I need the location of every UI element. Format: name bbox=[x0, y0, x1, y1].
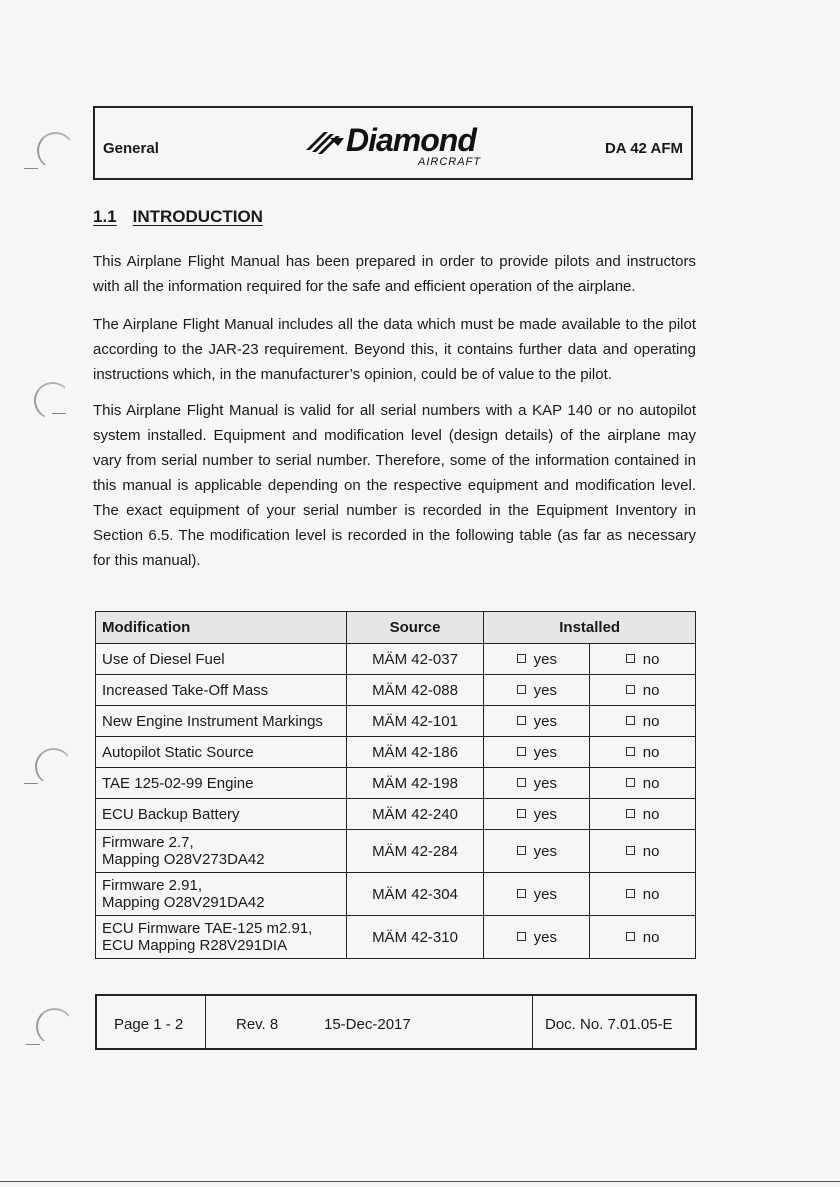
paragraph: This Airplane Flight Manual is valid for all serial numbers with a KAP 140 or no autopilot system installed. Equipment and modification level (design details) of the airplane may vary from serial number to serial number. Therefore, some of the information contained in this manual is applicable depending on the respective equipment and modification level. The exact equipment of your serial number is recorded in the Equipment Inventory in Section 6.5. The modification level is recorded in the following table (as far as necessary for this manual). bbox=[93, 402, 696, 569]
modification-name: ECU Firmware TAE-125 m2.91, bbox=[102, 920, 313, 937]
source-cell: MÄM 42-310 bbox=[346, 916, 484, 959]
modification-cell bbox=[96, 830, 347, 873]
modification-name: Increased Take-Off Mass bbox=[102, 681, 269, 699]
source-cell: MÄM 42-037 bbox=[346, 644, 484, 675]
table-row bbox=[96, 706, 696, 737]
installed-no-cell bbox=[590, 916, 696, 959]
yes-label: yes bbox=[533, 681, 557, 699]
no-label: no bbox=[642, 681, 660, 699]
punch-hole-shadow bbox=[37, 132, 74, 169]
header-source: Source bbox=[346, 612, 484, 644]
table-header-row bbox=[96, 612, 696, 644]
logo-wordmark: Diamond bbox=[346, 122, 476, 158]
table-row bbox=[96, 768, 696, 799]
modification-cell bbox=[96, 737, 347, 768]
no-label: no bbox=[642, 885, 660, 903]
yes-label: yes bbox=[533, 842, 557, 860]
header-installed: Installed bbox=[484, 612, 696, 644]
section-title-text: INTRODUCTION bbox=[132, 207, 263, 226]
modification-name: ECU Backup Battery bbox=[102, 805, 240, 823]
yes-label: yes bbox=[533, 774, 557, 792]
logo-subtitle: AIRCRAFT bbox=[418, 156, 481, 168]
section-number: 1.1 bbox=[93, 207, 117, 226]
no-label: no bbox=[642, 928, 660, 946]
footer-doc-number: Doc. No. 7.01.05-E bbox=[545, 1016, 673, 1033]
source-cell: MÄM 42-101 bbox=[346, 706, 484, 737]
installed-yes-cell bbox=[484, 675, 590, 706]
yes-label: yes bbox=[533, 885, 557, 903]
checkbox-icon[interactable] bbox=[626, 889, 635, 898]
installed-no-cell bbox=[590, 737, 696, 768]
source-cell: MÄM 42-186 bbox=[346, 737, 484, 768]
installed-yes-cell bbox=[484, 644, 590, 675]
table-row bbox=[96, 737, 696, 768]
installed-no-cell bbox=[590, 706, 696, 737]
source-cell: MÄM 42-304 bbox=[346, 873, 484, 916]
modification-name: Firmware 2.91, bbox=[102, 877, 203, 894]
checkbox-icon[interactable] bbox=[626, 685, 635, 694]
punch-hole-mark bbox=[24, 775, 38, 784]
modification-cell bbox=[96, 675, 347, 706]
paragraph: This Airplane Flight Manual has been prepared in order to provide pilots and instructors with all the information required for the safe and efficient operation of the airplane. bbox=[93, 253, 696, 295]
footer-revision: Rev. 8 bbox=[236, 1016, 279, 1033]
installed-no-cell bbox=[590, 830, 696, 873]
wings-icon bbox=[300, 128, 346, 156]
checkbox-icon[interactable] bbox=[517, 932, 526, 941]
modification-cell bbox=[96, 706, 347, 737]
table-row bbox=[96, 830, 696, 873]
modification-name: Autopilot Static Source bbox=[102, 743, 254, 761]
installed-yes-cell bbox=[484, 830, 590, 873]
footer-page-cell bbox=[97, 996, 206, 1048]
modification-cell bbox=[96, 644, 347, 675]
installed-no-cell bbox=[590, 675, 696, 706]
page-header bbox=[93, 106, 693, 180]
punch-hole-shadow bbox=[31, 379, 74, 422]
punch-hole-shadow bbox=[35, 748, 72, 785]
checkbox-icon[interactable] bbox=[517, 747, 526, 756]
source-cell: MÄM 42-198 bbox=[346, 768, 484, 799]
section-title bbox=[93, 207, 263, 227]
checkbox-icon[interactable] bbox=[626, 809, 635, 818]
modification-name: New Engine Instrument Markings bbox=[102, 712, 323, 730]
installed-yes-cell bbox=[484, 768, 590, 799]
installed-no-cell bbox=[590, 799, 696, 830]
yes-label: yes bbox=[533, 650, 557, 668]
no-label: no bbox=[642, 712, 660, 730]
modification-cell bbox=[96, 799, 347, 830]
paragraph: The Airplane Flight Manual includes all the data which must be made available to the pilot according to the JAR-23 requirement. Beyond this, it contains further data and operating instructions which, in the manufacturer’s opinion, could be of value to the pilot. bbox=[93, 316, 696, 383]
no-label: no bbox=[642, 650, 660, 668]
yes-label: yes bbox=[533, 743, 557, 761]
checkbox-icon[interactable] bbox=[517, 778, 526, 787]
source-cell: MÄM 42-240 bbox=[346, 799, 484, 830]
checkbox-icon[interactable] bbox=[517, 889, 526, 898]
table-row bbox=[96, 799, 696, 830]
modification-table bbox=[95, 611, 696, 959]
header-chapter: General bbox=[103, 140, 159, 157]
installed-no-cell bbox=[590, 644, 696, 675]
punch-hole-mark bbox=[24, 160, 38, 169]
installed-no-cell bbox=[590, 768, 696, 799]
modification-name-line2: Mapping O28V291DA42 bbox=[102, 894, 265, 911]
installed-yes-cell bbox=[484, 737, 590, 768]
page-edge-line bbox=[0, 1181, 840, 1182]
checkbox-icon[interactable] bbox=[626, 778, 635, 787]
checkbox-icon[interactable] bbox=[517, 846, 526, 855]
checkbox-icon[interactable] bbox=[517, 809, 526, 818]
yes-label: yes bbox=[533, 928, 557, 946]
punch-hole-mark bbox=[52, 405, 66, 414]
table-row bbox=[96, 873, 696, 916]
checkbox-icon[interactable] bbox=[517, 654, 526, 663]
page-footer bbox=[95, 994, 697, 1050]
installed-no-cell bbox=[590, 873, 696, 916]
modification-cell bbox=[96, 916, 347, 959]
table-row bbox=[96, 644, 696, 675]
checkbox-icon[interactable] bbox=[626, 716, 635, 725]
no-label: no bbox=[642, 805, 660, 823]
checkbox-icon[interactable] bbox=[517, 716, 526, 725]
checkbox-icon[interactable] bbox=[626, 654, 635, 663]
punch-hole-mark bbox=[26, 1036, 40, 1045]
diamond-logo bbox=[300, 122, 500, 170]
punch-hole-shadow bbox=[36, 1008, 73, 1045]
footer-page: Page 1 - 2 bbox=[114, 1016, 184, 1033]
checkbox-icon[interactable] bbox=[517, 685, 526, 694]
modification-cell bbox=[96, 768, 347, 799]
footer-doc-cell bbox=[532, 996, 695, 1048]
modification-name-line2: ECU Mapping R28V291DIA bbox=[102, 937, 288, 954]
checkbox-icon[interactable] bbox=[626, 846, 635, 855]
installed-yes-cell bbox=[484, 706, 590, 737]
modification-cell bbox=[96, 873, 347, 916]
no-label: no bbox=[642, 743, 660, 761]
checkbox-icon[interactable] bbox=[626, 932, 635, 941]
no-label: no bbox=[642, 842, 660, 860]
source-cell: MÄM 42-088 bbox=[346, 675, 484, 706]
modification-name: TAE 125-02-99 Engine bbox=[102, 774, 254, 792]
installed-yes-cell bbox=[484, 799, 590, 830]
table-row bbox=[96, 916, 696, 959]
yes-label: yes bbox=[533, 712, 557, 730]
modification-name: Firmware 2.7, bbox=[102, 834, 194, 851]
installed-yes-cell bbox=[484, 873, 590, 916]
no-label: no bbox=[642, 774, 660, 792]
table-row bbox=[96, 675, 696, 706]
modification-name: Use of Diesel Fuel bbox=[102, 650, 225, 668]
yes-label: yes bbox=[533, 805, 557, 823]
modification-name-line2: Mapping O28V273DA42 bbox=[102, 851, 265, 868]
installed-yes-cell bbox=[484, 916, 590, 959]
footer-date: 15-Dec-2017 bbox=[324, 1016, 411, 1033]
checkbox-icon[interactable] bbox=[626, 747, 635, 756]
header-document: DA 42 AFM bbox=[604, 140, 683, 157]
source-cell: MÄM 42-284 bbox=[346, 830, 484, 873]
header-modification: Modification bbox=[96, 612, 347, 644]
